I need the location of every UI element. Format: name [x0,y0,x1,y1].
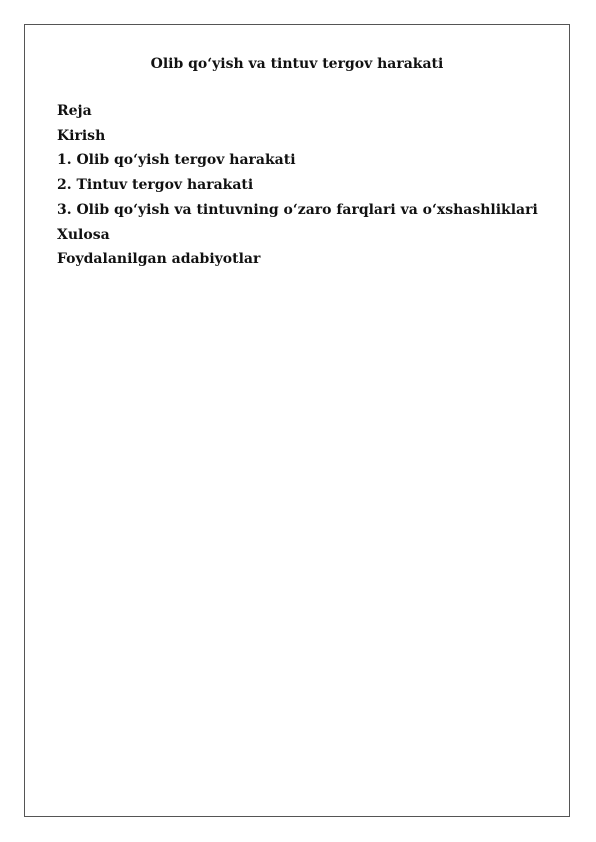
table-of-contents [57,99,538,272]
toc-item-xulosa: Xulosa [57,226,110,243]
toc-item-section-1: 1. Olib qo‘yish tergov harakati [57,152,296,169]
toc-heading-reja: Reja [57,103,92,119]
toc-item-references: Foydalanilgan adabiyotlar [57,251,261,268]
toc-item-section-2: 2. Tintuv tergov harakati [57,177,254,194]
toc-item-section-3: 3. Olib qo‘yish va tintuvning o‘zaro farqlari va o‘xshashliklari [57,201,538,218]
document-title: Olib qo‘yish va tintuv tergov harakati [150,56,444,72]
toc-item-kirish: Kirish [57,127,106,144]
